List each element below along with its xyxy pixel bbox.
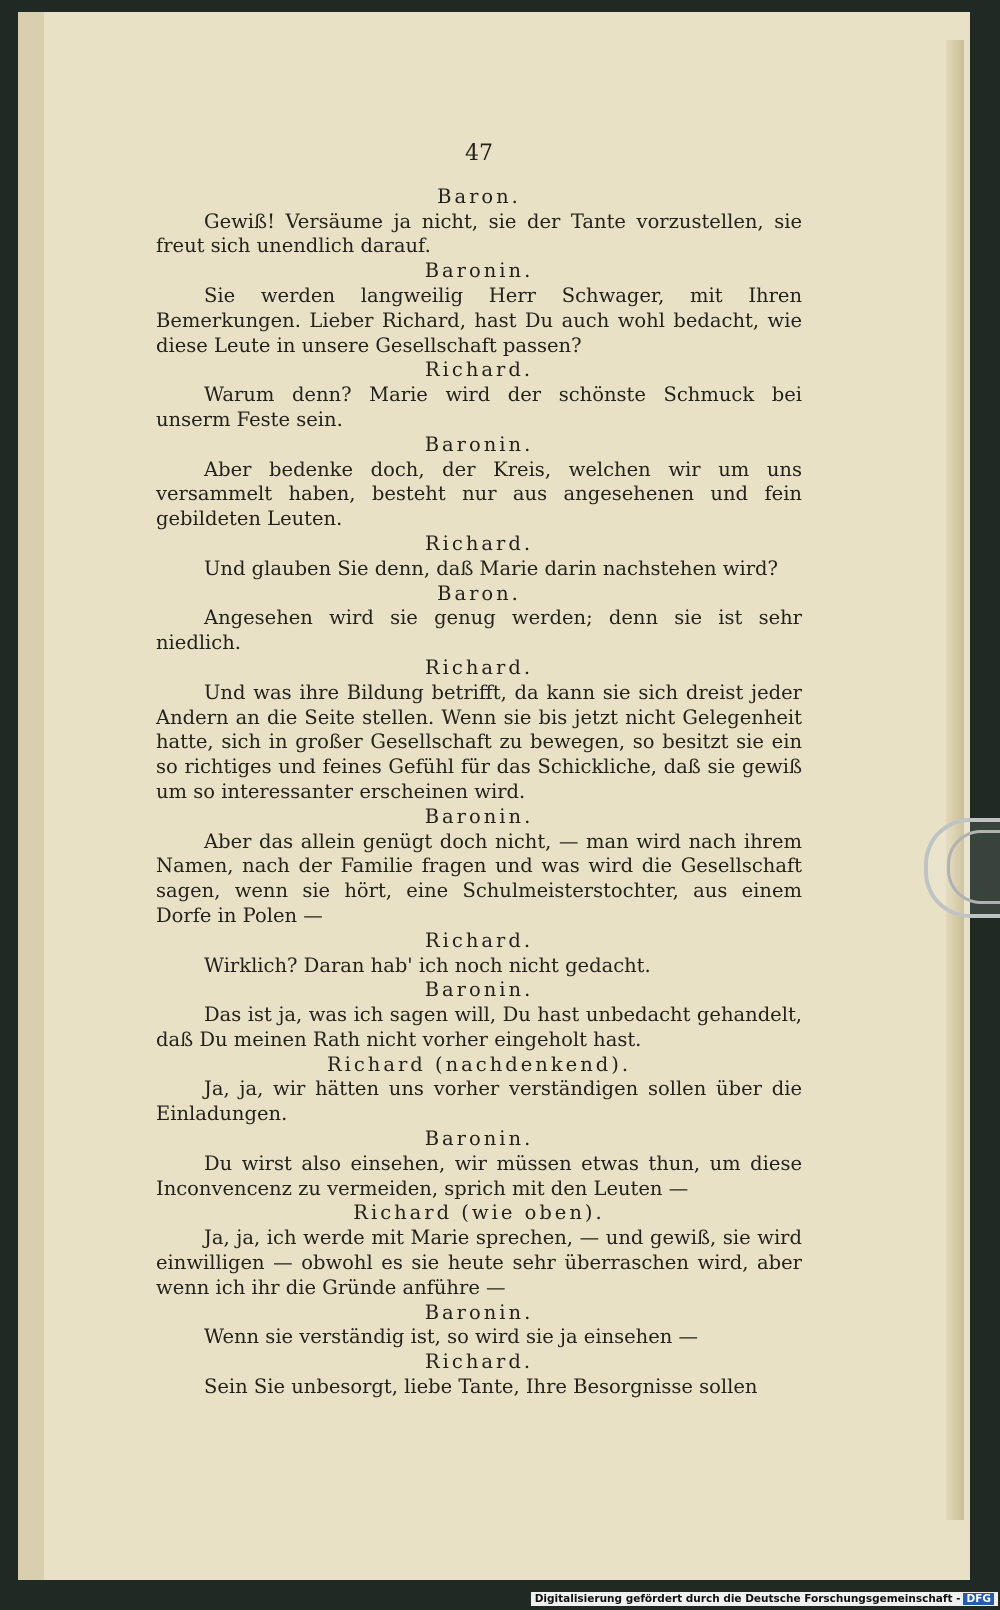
speech-text: Und glauben Sie denn, daß Marie darin nachstehen wird? bbox=[204, 556, 778, 580]
speaker-name: Richard. bbox=[424, 655, 534, 679]
speech-text: Sein Sie unbesorgt, liebe Tante, Ihre Besorgnisse sollen bbox=[204, 1375, 758, 1399]
speech-text: Du wirst also einsehen, wir müssen etwas thun, um diese Inconvencenz zu vermeiden, sprich mit den Leuten — bbox=[156, 1151, 802, 1200]
book-page bbox=[18, 12, 970, 1580]
speaker-name: Baronin. bbox=[424, 259, 534, 283]
speaker-name: Baronin. bbox=[424, 1300, 534, 1324]
speaker-name: Baron. bbox=[437, 581, 521, 605]
speaker-name: Richard (nachdenkend). bbox=[326, 1052, 632, 1076]
page-edge bbox=[946, 40, 964, 1520]
speaker-name: Baronin. bbox=[424, 1127, 534, 1151]
credit-text: Digitalisierung gefördert durch die Deutsche Forschungsgemeinschaft - bbox=[534, 1593, 961, 1605]
speech-text: Angesehen wird sie genug werden; denn sie ist sehr niedlich. bbox=[156, 606, 802, 655]
speaker-name: Richard. bbox=[424, 928, 534, 952]
speech-text: Ja, ja, ich werde mit Marie sprechen, — und gewiß, sie wird einwilligen — obwohl es sie heute sehr überraschen wird, aber wenn ich ihr die Gründe anführe — bbox=[156, 1226, 802, 1299]
speech-text: Warum denn? Marie wird der schönste Schmuck bei unserm Feste sein. bbox=[156, 383, 802, 431]
digitization-credit bbox=[531, 1592, 998, 1606]
speech-text: Gewiß! Versäume ja nicht, sie der Tante vorzustellen, sie freut sich unendlich darauf. bbox=[156, 209, 802, 258]
speaker-name: Richard. bbox=[424, 1350, 534, 1374]
speech-text: Ja, ja, wir hätten uns vorher verständigen sollen über die Einladungen. bbox=[156, 1077, 802, 1126]
dialogue bbox=[156, 185, 802, 1400]
speaker-name: Baronin. bbox=[424, 978, 534, 1002]
speaker-name: Baronin. bbox=[424, 432, 534, 456]
speech-text: Aber bedenke doch, der Kreis, welchen wir um uns versammelt haben, besteht nur aus angesehenen und fein gebildeten Leuten. bbox=[156, 457, 802, 531]
speech-text: Und was ihre Bildung betrifft, da kann sie sich dreist jeder Andern an die Seite stellen. Wenn sie bis jetzt nicht Gelegenheit hatte, sich in großer Gesellschaft zu bewegen, so besitzt sie ein so richtiges und feines Gefühl für das Schickliche, daß sie gewiß um so interessanter erscheinen wird. bbox=[156, 680, 802, 803]
bookmark-clip-inner bbox=[947, 830, 1000, 904]
speaker-name: Baronin. bbox=[424, 804, 534, 828]
speech-text: Wenn sie verständig ist, so wird sie ja einsehen — bbox=[204, 1325, 699, 1349]
dfg-logo: DFG bbox=[963, 1593, 994, 1605]
speaker-name: Richard (wie oben). bbox=[353, 1201, 605, 1225]
page-number: 47 bbox=[465, 141, 493, 166]
speech-text: Aber das allein genügt doch nicht, — man wird nach ihrem Namen, nach der Familie fragen und was wird die Gesellschaft sagen, wenn sie hört, eine Schulmeisterstochter, aus einem Dorfe in Polen — bbox=[156, 829, 802, 927]
speaker-name: Baron. bbox=[437, 184, 521, 208]
speech-text: Wirklich? Daran hab' ich noch nicht gedacht. bbox=[204, 953, 651, 977]
speech-text: Sie werden langweilig Herr Schwager, mit Ihren Bemerkungen. Lieber Richard, hast Du auch wohl bedacht, wie diese Leute in unsere Gesellschaft passen? bbox=[156, 283, 802, 357]
page-text bbox=[156, 142, 802, 1400]
speaker-name: Richard. bbox=[424, 358, 534, 382]
speaker-name: Richard. bbox=[424, 531, 534, 555]
speech-text: Das ist ja, was ich sagen will, Du hast unbedacht gehandelt, daß Du meinen Rath nicht vorher eingeholt hast. bbox=[156, 1003, 802, 1051]
